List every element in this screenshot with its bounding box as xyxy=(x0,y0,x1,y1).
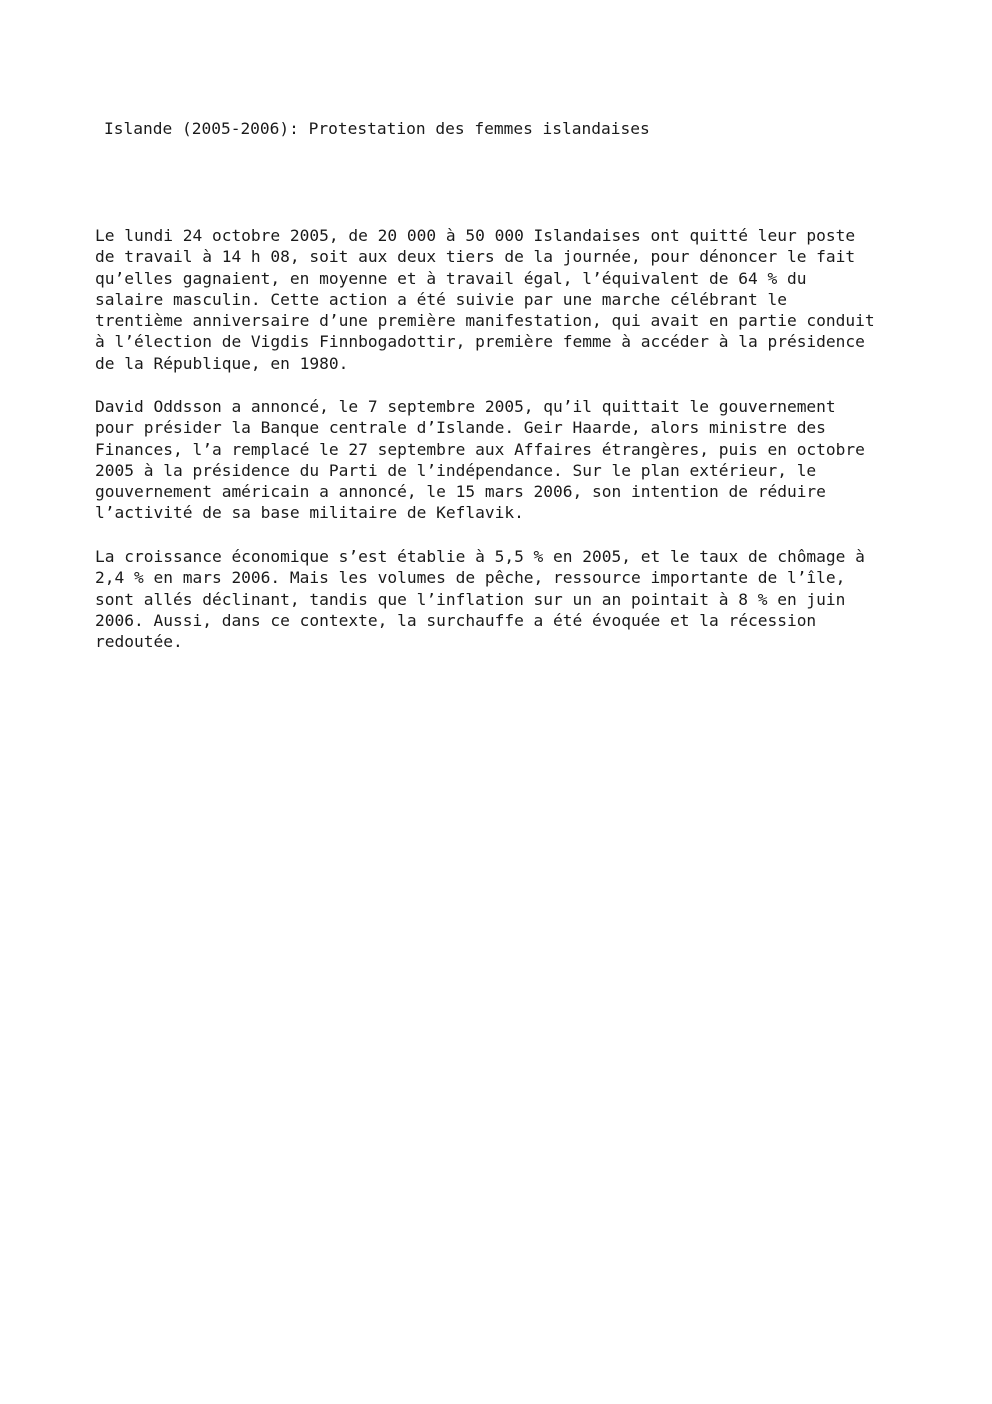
paragraph-2: David Oddsson a annoncé, le 7 septembre 2005, qu’il quittait le gouvernement pour présider la Banque centrale d’Islande. Geir Haarde, alors ministre des Finances, l’a remplacé le 27 septembre aux Affaires étrangères, puis en octobre 2005 à la présidence du Parti de l’indépendance. Sur le plan extérieur, le gouvernement américain a annoncé, le 15 mars 2006, son intention de réduire l’activité de sa base militaire de Keflavik. xyxy=(95,397,865,523)
document-title: Islande (2005-2006): Protestation des femmes islandaises xyxy=(104,119,650,138)
paragraph-3: La croissance économique s’est établie à 5,5 % en 2005, et le taux de chômage à 2,4 % en mars 2006. Mais les volumes de pêche, ressource importante de l’île, sont allés déclinant, tandis que l’inflation sur un an pointait à 8 % en juin 2006. Aussi, dans ce contexte, la surchauffe a été évoquée et la récession redoutée. xyxy=(95,547,865,652)
paragraph-1: Le lundi 24 octobre 2005, de 20 000 à 50 000 Islandaises ont quitté leur poste de travail à 14 h 08, soit aux deux tiers de la journée, pour dénoncer le fait qu’elles gagnaient, en moyenne et à travail égal, l’équivalent de 64 % du salaire masculin. Cette action a été suivie par une marche célébrant le trentième anniversaire d’une première manifestation, qui avait en partie conduit à l’élection de Vigdis Finnbogadottir, première femme à accéder à la présidence de la République, en 1980. xyxy=(95,226,875,373)
